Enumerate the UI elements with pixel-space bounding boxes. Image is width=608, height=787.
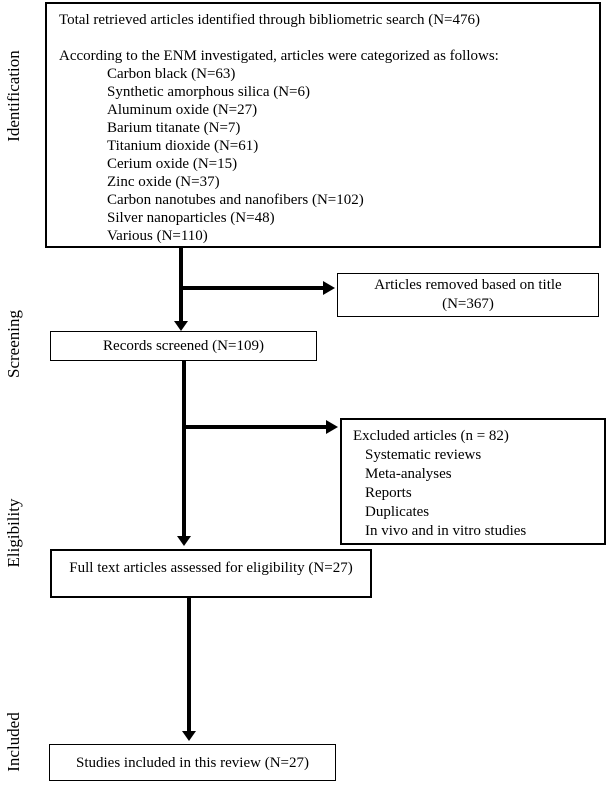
enm-category-item: Barium titanate (N=7) — [107, 120, 241, 136]
arrowhead-down-icon — [182, 731, 196, 741]
stage-label-screening: Screening — [4, 310, 23, 378]
excluded-reason-item: Systematic reviews — [365, 447, 482, 463]
enm-category-item: Cerium oxide (N=15) — [107, 156, 238, 172]
connector-line-identification-to-screening — [179, 247, 183, 322]
arrowhead-right-icon — [323, 281, 335, 295]
connector-line-removed-branch — [181, 286, 323, 290]
enm-category-item: Zinc oxide (N=37) — [107, 174, 220, 190]
enm-category-item: Carbon black (N=63) — [107, 66, 236, 82]
excluded-reason-item: Reports — [365, 485, 412, 501]
excluded-reason-item: Duplicates — [365, 504, 430, 520]
identification-box-title: Total retrieved articles identified through bibliometric search (N=476) — [59, 12, 481, 28]
arrowhead-down-icon — [177, 536, 191, 546]
enm-category-item: Titanium dioxide (N=61) — [107, 138, 259, 154]
fulltext-assessed-label: Full text articles assessed for eligibility (N=27) — [69, 560, 353, 576]
excluded-reason-item: In vivo and in vitro studies — [365, 523, 527, 539]
connector-line-eligibility-to-included — [187, 598, 191, 732]
records-screened-label: Records screened (N=109) — [103, 338, 264, 354]
connector-line-excluded-branch — [184, 425, 326, 429]
excluded-articles-box — [340, 418, 606, 545]
arrowhead-down-icon — [174, 321, 188, 331]
removed-by-title-line2: (N=367) — [442, 296, 494, 312]
enm-category-item: Various (N=110) — [107, 228, 208, 244]
enm-category-item: Silver nanoparticles (N=48) — [107, 210, 275, 226]
stage-label-identification: Identification — [4, 50, 23, 142]
records-screened-box — [50, 331, 317, 361]
studies-included-label: Studies included in this review (N=27) — [75, 754, 309, 771]
identification-box-items — [59, 65, 587, 245]
removed-by-title-box — [337, 273, 599, 317]
stage-label-included: Included — [4, 712, 23, 772]
enm-category-item: Carbon nanotubes and nanofibers (N=102) — [107, 192, 364, 208]
removed-by-title-line1: Articles removed based on title — [374, 277, 562, 293]
enm-category-item: Synthetic amorphous silica (N=6) — [107, 84, 311, 100]
excluded-articles-items — [353, 446, 593, 541]
enm-category-item: Aluminum oxide (N=27) — [107, 102, 258, 118]
excluded-articles-title: Excluded articles (n = 82) — [353, 428, 509, 444]
identification-box-intro: According to the ENM investigated, articles were categorized as follows: — [59, 48, 499, 64]
fulltext-assessed-box — [50, 549, 372, 598]
connector-line-screening-to-eligibility — [182, 361, 186, 537]
arrowhead-right-icon — [326, 420, 338, 434]
stage-label-eligibility: Eligibility — [4, 498, 23, 568]
identification-box — [45, 2, 601, 248]
studies-included-box — [49, 744, 336, 781]
excluded-reason-item: Meta-analyses — [365, 466, 452, 482]
